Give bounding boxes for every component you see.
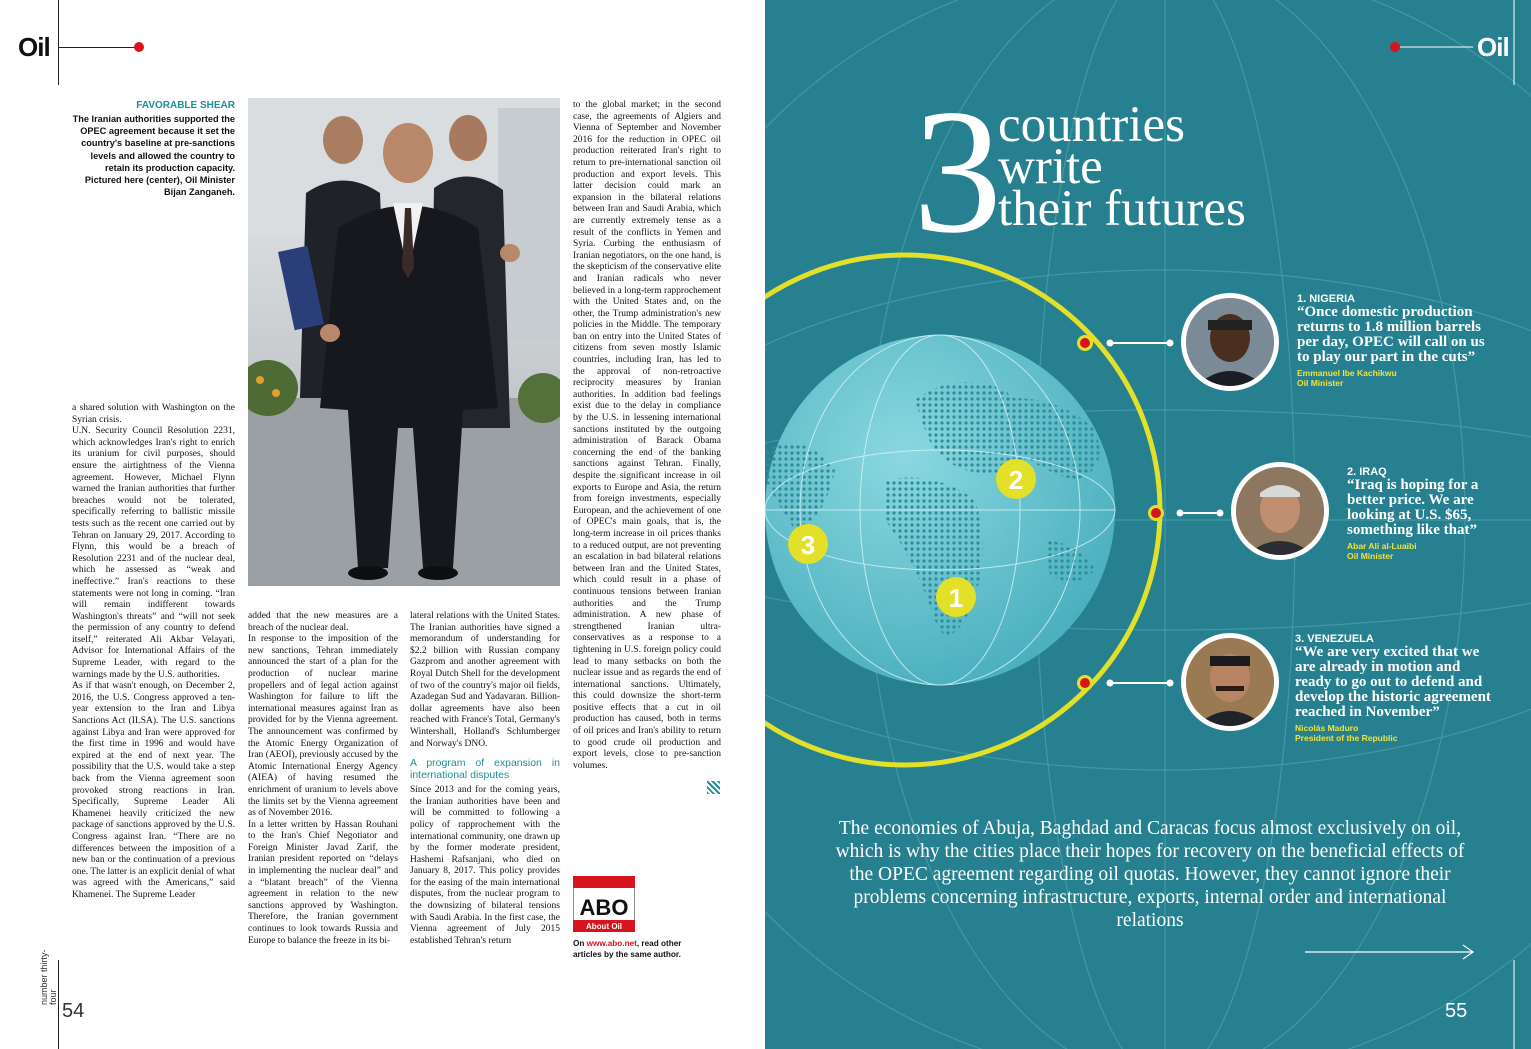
abo-logo-text: ABO: [579, 895, 629, 920]
title-line: their futures: [998, 181, 1246, 237]
paragraph: added that the new measures are a breach of the nuclear deal.: [248, 611, 398, 633]
article-column-4: [573, 100, 721, 775]
header-dot: [134, 42, 144, 52]
quote: “Iraq is hoping for a better price. We are looking at U.S. $65, something like that”: [1347, 477, 1479, 538]
country-label: 2. IRAQ: [1347, 466, 1387, 478]
portrait-al-luaibi: [1231, 462, 1329, 560]
right-page: [765, 0, 1531, 1049]
title-line: countries: [998, 97, 1185, 153]
footer-rule: [58, 960, 59, 1049]
paragraph: In a letter written by Hassan Rouhani to the Iran's Chief Negotiator and Foreign Minister Javad Zarif, the Iranian president reported on “delays in implementing the nuclear deal” and a “blatant breach” of the Vienna agreement in relation to the new sanctions approved by Washington. Therefore, the Iranian government continues to look towards Russia and Europe to balance the freeze in its bi-: [248, 819, 398, 946]
photo-caption: The Iranian authorities supported the OPEC agreement because it set the country's baseline at pre-sanctions levels and allowed the country to retain its production capacity. Pictured here (center), Oil Minister Bijan Zanganeh.: [72, 114, 235, 198]
abo-logo-sub: About Oil: [586, 922, 622, 931]
abo-link[interactable]: www.abo.net: [586, 939, 637, 948]
paragraph: U.N. Security Council Resolution 2231, which acknowledges Iran's right to enrich its uranium for civil purposes, should ensure the airtightness of the Vienna agreement. However, Michael Flynn warned the Iranian authorities that further breaches would not be tolerated, specifically referring to ballistic missile tests such as the recent one carried out by Tehran on January 29, 2017. According to Flynn, this would be a breach of Resolution 2231 and of the nuclear deal, which he assessed as “weak and ineffective.” Iran's reactions to these statements were not long in coming. “Iran will remain indifferent towards Washington's threats” and “will not seek the permission of any country to defend itself,” reiterated Ali Akbar Velayati, Advisor for International Affairs of the Supreme Leader, with regard to the warnings made by the U.S. authorities.: [72, 426, 235, 680]
abo-note: [573, 938, 703, 960]
person-role: President of the Republic: [1295, 733, 1398, 743]
paragraph: to the global market; in the second case, the agreements of Algiers and Vienna of September and November 2016 for the reduction in OPEC oil production reiterated Iran's right to return to pre-international sanction oil production and export levels. This latter decision could mark an expansion in the bilateral relations between Iran and Saudi Arabia, which are currently extremely tense as a result of the conflicts in Yemen and Syria. Curbing the enthusiasm of Iranian negotiators, on the one hand, is the skepticism of the conservative elite and Iranian radicals who never believed in a long-term rapprochement with the United States and, on the other, the Trump administration's new policies in the Middle. The temporary ban on entry into the United States of citizens from seven mostly Islamic countries, including Iran, has led to the approval of non-retroactive reciprocity measures by Iranian authorities. In addition bad feelings exist due to the delay in compliance by the U.S. in lessening international sanctions instituted by the outgoing administration of Barack Obama concerning the end of the banking sanctions against Tehran. Finally, despite the significant increase in oil exports to Europe and Asia, the return from foreign investments, especially European, and the achievement of one of OPEC's main goals, that is, the long-term increase in oil prices thanks to a reduced output, are not preventing an escalation in bad bilateral relations between Iran and the United States, which could result in a phase of continuous tensions between Iranian authorities and the Trump administration. A new phase of strengthened Iranian ultra-conservatives as a response to a tightening in U.S. foreign policy could lead to many setbacks on both the nuclear issue and as regards the end of international sanctions. Ultimately, this could downsize the short-term positive effects that a cut in oil production has caused, both in terms of oil prices and Iran's ability to return to good crude oil production and export levels, close to pre-sanction volumes.: [573, 100, 721, 771]
photo-illustration: [248, 98, 560, 586]
portrait-maduro: [1181, 633, 1279, 731]
portrait-kachikwu: [1181, 293, 1279, 391]
oil-logo: Oil: [1477, 32, 1509, 62]
caption-kicker: FAVORABLE SHEAR: [136, 100, 235, 111]
quote: “We are very excited that we are already in motion and ready to go out to defend and develop the historic agreement reached in November”: [1295, 644, 1491, 720]
globe-marker-1: 1: [948, 583, 964, 613]
title: [998, 97, 1246, 237]
photo-bijan-zanganeh: [248, 98, 560, 586]
page-number-left: 54: [62, 1000, 85, 1022]
person-iraq: [1347, 466, 1507, 561]
paragraph: lateral relations with the United States. The Iranian authorities have signed a memorandum of understanding for $2.2 billion with Russian company Gazprom and another agreement with Royal Dutch Shell for the development of two of the country's major oil fields, Azadegan Sud and Yadavaran. Billion-dollar agreements have also been reached with France's Total, Germany's Wintershall, Holland's Schlumberger and Norway's DNO.: [410, 611, 560, 749]
person-role: Oil Minister: [1297, 378, 1344, 388]
margin-rule: [58, 0, 59, 85]
person-name: Nicolás Maduro: [1295, 723, 1359, 733]
globe-marker-3: 3: [800, 530, 816, 560]
quote: “Once domestic production returns to 1.8 million barrels per day, OPEC will call on us to play our part in the cuts”: [1297, 304, 1485, 365]
article-column-3: [410, 611, 560, 958]
article-end-mark: [707, 781, 720, 794]
person-role: Oil Minister: [1347, 551, 1394, 561]
globe-marker-2: 2: [1008, 465, 1024, 495]
section-subhead: A program of expansion in international disputes: [410, 757, 560, 781]
summary-text: The economies of Abuja, Baghdad and Caracas focus almost exclusively on oil, which is why the cities place their hopes for recovery on the beneficial effects of the OPEC agreement regarding oil quotas. However, they cannot ignore their problems concerning infrastructure, exports, internal order and international relations: [835, 818, 1465, 931]
person-name: Abar Ali al-Luaibi: [1347, 541, 1417, 551]
abo-note-prefix: On: [573, 939, 587, 948]
article-column-2: [248, 611, 398, 958]
abo-logo: [573, 876, 635, 932]
page-number-right: 55: [1445, 1000, 1468, 1022]
person-nigeria: [1297, 293, 1497, 388]
paragraph: As if that wasn't enough, on December 2, 2016, the U.S. Congress approved a ten-year extension to the Iran and Libya Sanctions Act (ILSA). The U.S. sanctions against Libya and Iran were approved for the first time in 1996 and would have expired at the end of next year. The possibility that the U.S. would take a step back from the Vienna agreement soon provoked strong reactions in Iran. Specifically, Supreme Leader Ali Khamenei heavily criticized the new package of sanctions approved by the U.S. Congress against Iran. “There are no differences between the imposition of a new ban or the continuation of a previous one. The latter is an explicit denial of what was agreed with the Americans,” said Khamenei. The Supreme Leader: [72, 681, 235, 900]
issue-label: number thirty-four: [39, 949, 58, 1005]
article-column-1: [72, 403, 235, 958]
paragraph: In response to the imposition of the new sanctions, Tehran immediately announced the start of a plan for the production of nuclear marine propellers and of legal action against Washington for failure to lift the international measures against Iran as provided for by the Vienna agreement. The announcement was confirmed by the Atomic Energy Organization of Iran (AEOI), previously accused by the Atomic International Energy Agency (AIEA) of having resumed the enrichment of uranium to levels above the limits set by the Vienna agreement as of November 2016.: [248, 634, 398, 819]
title-line: write: [998, 139, 1103, 195]
person-name: Emmanuel Ibe Kachikwu: [1297, 368, 1397, 378]
oil-logo: Oil: [18, 32, 50, 62]
person-venezuela: [1295, 633, 1500, 743]
header-rule: [58, 47, 138, 48]
left-page: [0, 0, 765, 1049]
title-number: 3: [913, 72, 1002, 270]
country-label: 1. NIGERIA: [1297, 293, 1356, 305]
paragraph: a shared solution with Washington on the Syrian crisis.: [72, 403, 235, 425]
abo-note-suffix: , read other articles by the same author.: [573, 939, 682, 959]
country-label: 3. VENEZUELA: [1295, 633, 1374, 645]
paragraph: Since 2013 and for the coming years, the Iranian authorities have been and will be committed to following a policy of rapprochement with the international community, one drawn up by the former moderate president, Hashemi Rafsanjani, who died on January 8, 2017. This policy provides for the easing of the main international disputes, from the nuclear program to the downsizing of bilateral tensions with Saudi Arabia. In the first case, the Vienna agreement of July 2015 established Tehran's return: [410, 785, 560, 946]
